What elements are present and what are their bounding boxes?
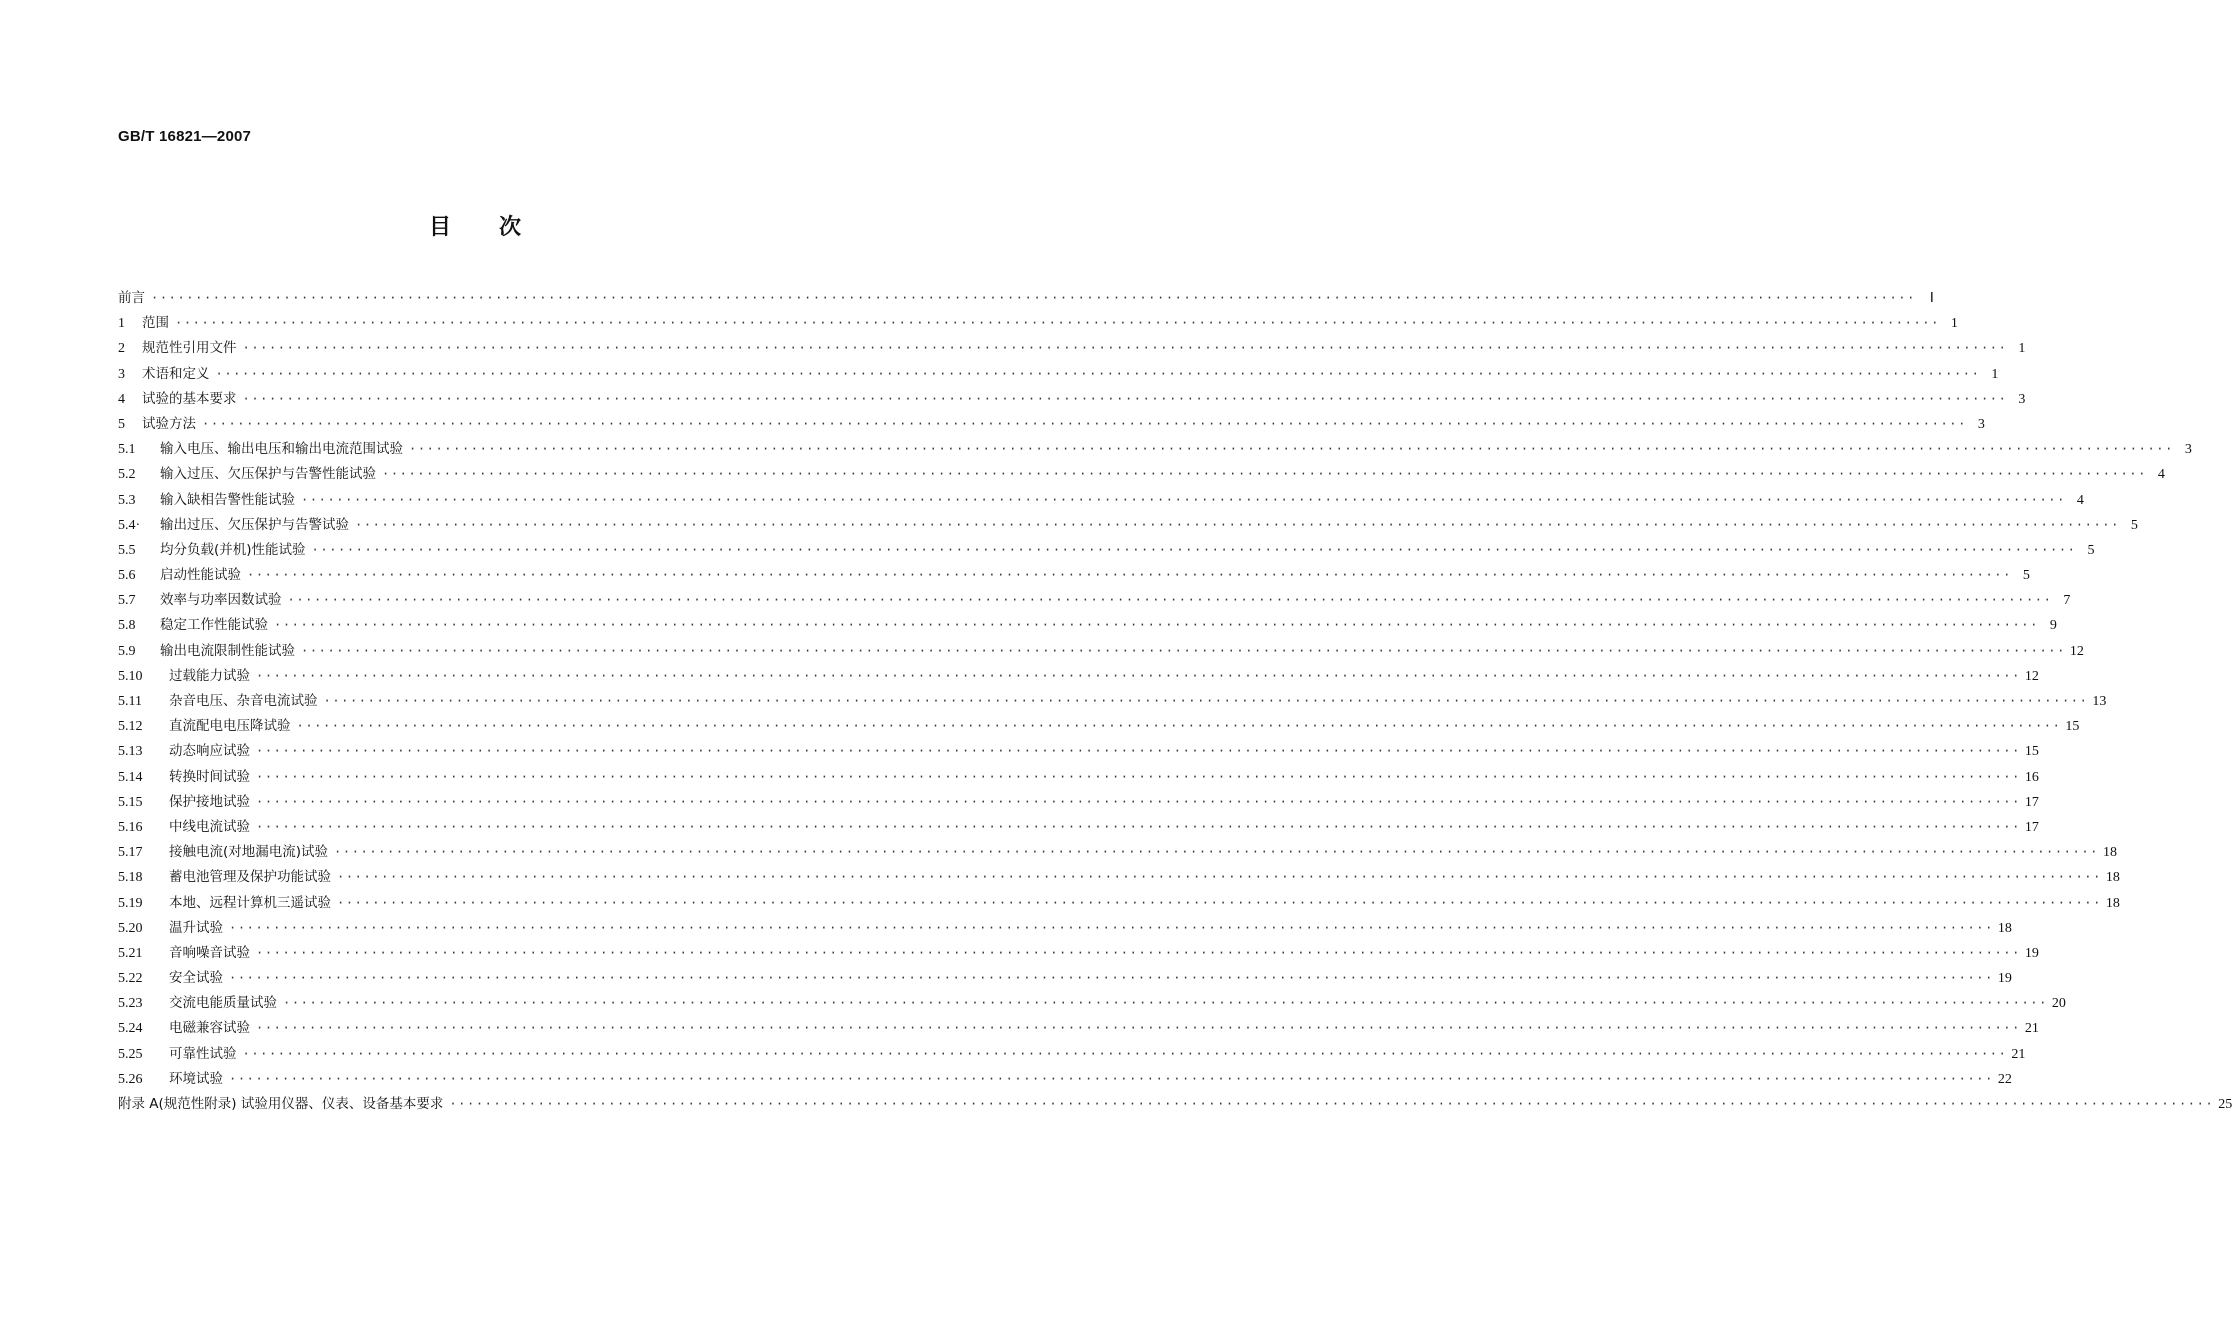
toc-entry[interactable] [118,362,1999,387]
toc-entry-page: 12 [2069,643,2084,659]
dot-leader: ········································································································································································································ [256,769,2021,784]
toc-entry-title: 均分负载(并机)性能试验 [160,541,306,558]
toc-entry[interactable] [118,941,2039,966]
toc-entry-title: 环境试验 [169,1070,223,1087]
toc-entry-title: 中线电流试验 [169,818,250,835]
toc-entry[interactable] [118,765,2039,790]
toc-entry[interactable] [118,991,2066,1016]
toc-entry-page: 18 [2105,895,2120,911]
toc-entry[interactable] [118,891,2120,916]
toc-entry-page: 17 [2024,794,2039,810]
toc-entry-title: 效率与功率因数试验 [160,592,282,609]
toc-entry-page: 1 [2018,341,2026,357]
toc-entry-title: 可靠性试验 [169,1045,237,1062]
toc-entry-page: 17 [2024,819,2039,835]
dot-leader: ········································································································································································································ [311,542,2077,557]
toc-entry-title: 附录 A(规范性附录) 试验用仪器、仪表、设备基本要求 [118,1096,444,1112]
toc-entry[interactable] [118,815,2039,840]
toc-entry-title: 温升试验 [169,919,223,936]
dot-leader: ········································································································································································································ [229,971,1994,986]
toc-entry-title: 交流电能质量试验 [169,995,277,1012]
toc-entry-title: 输入过压、欠压保护与告警性能试验 [160,466,376,483]
toc-entry-page: 3 [1977,416,1985,432]
toc-entry-number: 5.6 [118,568,136,584]
toc-entry-page: Ⅰ [1929,291,1934,306]
dot-leader: ········································································································································································································ [274,618,2039,633]
toc-entry[interactable] [118,1016,2039,1041]
toc-entry[interactable] [118,387,2026,412]
dot-leader: ········································································································································································································ [242,341,2008,356]
page-title: 目次 [428,215,569,240]
toc-entry-title: 输入电压、输出电压和输出电流范围试验 [160,441,403,458]
toc-entry-page: 3 [2184,442,2192,458]
toc-entry-number: 5.7 [118,593,136,609]
toc-entry-title: 蓄电池管理及保护功能试验 [169,869,331,886]
toc-entry-page: 5 [2022,568,2030,584]
dot-leader: ········································································································································································································ [301,643,2066,658]
toc-entry[interactable] [118,790,2039,815]
toc-entry[interactable] [118,1067,2012,1092]
dot-leader: ········································································································································································································ [256,819,2021,834]
toc-entry[interactable] [118,588,2071,613]
toc-entry-page: 9 [2049,618,2057,634]
toc-entry[interactable] [118,412,1985,437]
dot-leader: ········································································································································································································ [256,744,2021,759]
toc-entry-title: 规范性引用文件 [142,340,237,357]
toc-entry-title: 试验方法 [142,415,196,432]
toc-entry-title: 过载能力试验 [169,667,250,684]
toc-entry[interactable] [118,966,2012,991]
toc-entry[interactable] [118,563,2030,588]
toc-entry[interactable] [118,462,2165,487]
toc-entry-page: 15 [2024,744,2039,760]
toc-entry-title: 稳定工作性能试验 [160,617,268,634]
toc-entry-number: 5.21 [118,945,143,961]
toc-entry[interactable] [118,714,2080,739]
toc-entry-number: 5.16 [118,819,143,835]
dot-leader: ········································································································································································································ [242,391,2008,406]
toc-entry-page: 19 [1997,971,2012,987]
dot-leader: ········································································································································································································ [175,316,1940,331]
dot-leader: ········································································································································································································ [301,492,2066,507]
document-code: GB/T 16821—2007 [118,128,252,145]
toc-entry-number: 5.23 [118,996,143,1012]
dot-leader: ········································································································································································································ [229,920,1994,935]
dot-leader: ········································································································································································································ [334,845,2099,860]
toc-entry-number: 5.24 [118,1021,143,1037]
toc-entry-title: 输出电流限制性能试验 [160,642,295,659]
dot-leader: ········································································································································································································ [229,1071,1994,1086]
toc-entry[interactable] [118,689,2107,714]
dot-leader: ········································································································································································································ [151,291,1916,305]
toc-entry-page: 13 [2092,694,2107,709]
toc-entry[interactable] [118,639,2084,664]
toc-entry-number: 5.26 [118,1071,143,1087]
toc-entry[interactable] [118,1092,2232,1117]
dot-leader: ········································································································································································································ [337,895,2102,910]
toc-entry[interactable] [118,311,1958,336]
toc-entry[interactable] [118,437,2192,462]
toc-entry-number: 5.19 [118,895,143,911]
dot-leader: ········································································································································································································ [256,1021,2021,1036]
toc-entry-number: 5.17 [118,845,143,861]
toc-entry-page: 21 [2011,1046,2026,1062]
toc-entry[interactable] [118,664,2039,689]
toc-entry-number: 2 [118,341,125,357]
toc-entry-page: 1 [1991,366,1999,382]
toc-entry-page: 19 [2024,945,2039,961]
toc-entry-number: 5.15 [118,794,143,810]
toc-entry-number: 5.10 [118,668,143,684]
toc-entry-page: 5 [2087,542,2095,558]
toc-entry-title: 前言 [118,290,145,306]
toc-entry-title: 接触电流(对地漏电流)试验 [169,844,329,861]
toc-entry-number: 5.3 [118,492,136,508]
dot-leader: ········································································································································································································ [355,517,2120,532]
toc-entry-title: 音响噪音试验 [169,944,250,961]
toc-entry[interactable] [118,488,2084,513]
toc-entry[interactable] [118,513,2138,538]
toc-entry-page: 22 [1997,1071,2012,1087]
toc-entry-number: 5.8 [118,618,136,634]
dot-leader: ········································································································································································································ [283,996,2048,1011]
toc-entry-page: 25 [2218,1097,2232,1112]
dot-leader: ········································································································································································································ [409,442,2174,457]
toc-entry-number: 1 [118,316,125,332]
dot-leader: ········································································································································································································ [323,694,2089,708]
toc-entry-page: 16 [2024,769,2039,785]
toc-entry-page: 4 [2076,492,2084,508]
toc-entry-page: 18 [2102,845,2117,861]
toc-entry[interactable] [118,840,2117,865]
toc-entry-number: 5.12 [118,719,143,735]
toc-entry-title: 试验的基本要求 [142,390,237,407]
toc-entry-title: 启动性能试验 [160,567,241,584]
dot-leader: ········································································································································································································ [256,945,2021,960]
dot-leader: ········································································································································································································ [215,366,1981,381]
toc-entry-page: 12 [2024,668,2039,684]
toc-entry-number: 5.4· [118,517,141,533]
toc-entry-number: 5.1 [118,442,136,458]
toc-entry-title: 直流配电电压降试验 [169,718,291,735]
toc-entry[interactable] [118,1042,2026,1067]
toc-entry-page: 1 [1950,316,1958,332]
toc-entry-number: 4 [118,391,125,407]
toc-entry-title: 范围 [142,315,169,332]
toc-entry-number: 5.22 [118,971,143,987]
toc-entry-number: 5.2 [118,467,136,483]
toc-entry-number: 5.18 [118,870,143,886]
dot-leader: ········································································································································································································ [287,593,2053,608]
toc-entry-title: 电磁兼容试验 [169,1020,250,1037]
toc-entry-page: 4 [2157,467,2165,483]
toc-entry-number: 5.14 [118,769,143,785]
toc-entry-title: 输出过压、欠压保护与告警试验 [160,516,349,533]
toc-entry-number: 5.25 [118,1046,143,1062]
dot-leader: ········································································································································································································ [256,668,2021,683]
toc-entry-number: 5.5 [118,542,136,558]
toc-entry-title: 杂音电压、杂音电流试验 [169,693,318,709]
toc-entry-number: 5.20 [118,920,143,936]
toc-entry-title: 术语和定义 [142,365,210,382]
toc-entry-number: 5 [118,416,125,432]
toc-entry-page: 21 [2024,1021,2039,1037]
toc-entry-page: 15 [2065,719,2080,735]
toc-entry-number: 5.9 [118,643,136,659]
toc-entry-title: 本地、远程计算机三遥试验 [169,894,331,911]
toc-entry[interactable] [118,613,2057,638]
toc-entry-page: 20 [2051,996,2066,1012]
dot-leader: ········································································································································································································ [247,568,2012,583]
toc-entry-number: 5.13 [118,744,143,760]
toc-entry[interactable] [118,865,2120,890]
dot-leader: ········································································································································································································ [382,467,2147,482]
dot-leader: ········································································································································································································ [296,719,2062,734]
dot-leader: ········································································································································································································ [242,1046,2008,1061]
toc-entry[interactable] [118,336,2026,361]
dot-leader: ········································································································································································································ [202,416,1967,431]
toc-entry-page: 18 [1997,920,2012,936]
dot-leader: ········································································································································································································ [337,870,2102,885]
toc-entry[interactable] [118,739,2039,764]
toc-entry-title: 保护接地试验 [169,793,250,810]
toc-entry[interactable] [118,286,1934,311]
toc-entry-page: 18 [2105,870,2120,886]
toc-entry-title: 安全试验 [169,970,223,987]
toc-entry-number: 3 [118,366,125,382]
dot-leader: ········································································································································································································ [449,1097,2215,1111]
toc-entry-number: 5.11 [118,694,142,709]
toc-entry-page: 5 [2130,517,2138,533]
toc-entry-title: 输入缺相告警性能试验 [160,491,295,508]
toc-entry[interactable] [118,538,2095,563]
table-of-contents [118,286,2232,1117]
toc-entry-page: 3 [2018,391,2026,407]
toc-entry-page: 7 [2063,593,2071,609]
toc-entry-title: 转换时间试验 [169,768,250,785]
toc-entry[interactable] [118,916,2012,941]
dot-leader: ········································································································································································································ [256,794,2021,809]
toc-entry-title: 动态响应试验 [169,743,250,760]
